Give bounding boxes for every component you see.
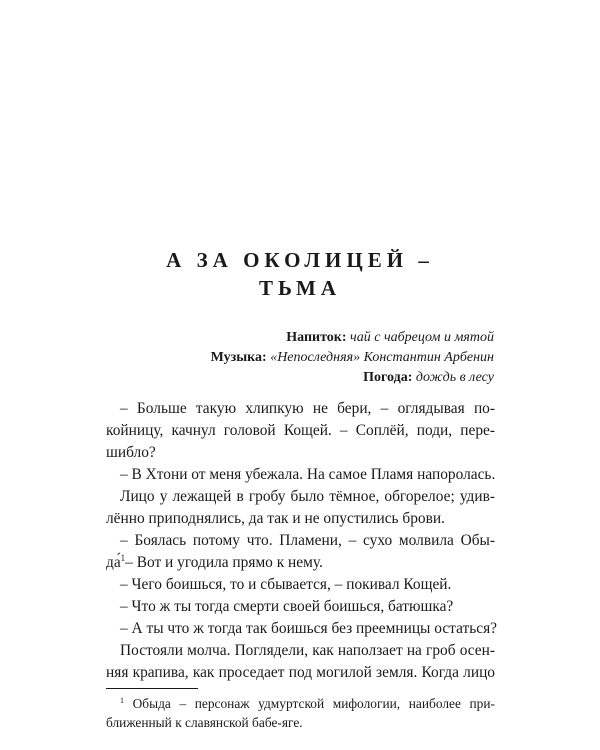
music-value: «Непоследняя» Константин Арбенин (270, 350, 494, 365)
drink-value: чай с чабрецом и мятой (350, 330, 494, 345)
footnote-reference: 1 (120, 553, 126, 563)
body-line-11: – А ты что ж тогда так боишься без преемницы остаться? (120, 620, 497, 637)
body-line-1: – Больше такую хлипкую не бери, – оглядывая по- (120, 400, 495, 417)
body-line-5: Лицо у лежащей в гробу было тёмное, обгорелое; удив- (120, 488, 495, 505)
footnote-marker: 1 (120, 696, 124, 705)
body-line-9: – Чего боишься, то и сбывается, – покивал Кощей. (120, 576, 452, 593)
body-line-3: шибло? (106, 444, 156, 461)
weather-label: Погода: (363, 370, 413, 385)
chapter-title-line-2: ТЬМА (258, 276, 342, 300)
chapter-title-line-1: А ЗА ОКОЛИЦЕЙ – (166, 248, 434, 272)
weather-value: дождь в лесу (415, 370, 494, 385)
footnote-line-1 (106, 694, 495, 713)
body-line-6: лённо приподнялись, да так и не опустились брови. (106, 510, 445, 527)
body-line-2: койницу, качнул головой Кощей. – Соплёй, поди, пере- (106, 422, 495, 439)
body-line-7: – Боялась потому что. Пламени, – сухо молвила Обы- (120, 532, 495, 549)
body-line-8-rest: – Вот и угодила прямо к нему. (125, 554, 323, 571)
music-label: Музыка: (210, 350, 267, 365)
epigraph-music (211, 348, 494, 368)
body-line-4: – В Хтони от меня убежала. На самое Пламя напоролась. (120, 466, 496, 483)
body-line-10: – Что ж ты тогда смерти своей боишься, батюшка? (120, 598, 454, 615)
footnote-divider (106, 688, 198, 689)
epigraph-weather (363, 368, 494, 388)
body-line-12: Постояли молча. Поглядели, как наползает на гроб осен- (120, 642, 495, 659)
epigraph-drink (286, 328, 494, 348)
footnote-text-1: Обыда – персонаж удмуртской мифологии, наиболее при- (132, 696, 495, 711)
footnote-line-2: ближенный к славянской бабе-яге. (106, 715, 303, 730)
body-line-13: няя крапива, как проседает под могилой земля. Когда лицо (106, 664, 495, 681)
drink-label: Напиток: (286, 330, 347, 345)
body-line-8-word: да́ (106, 554, 121, 571)
body-line-8 (106, 552, 495, 574)
